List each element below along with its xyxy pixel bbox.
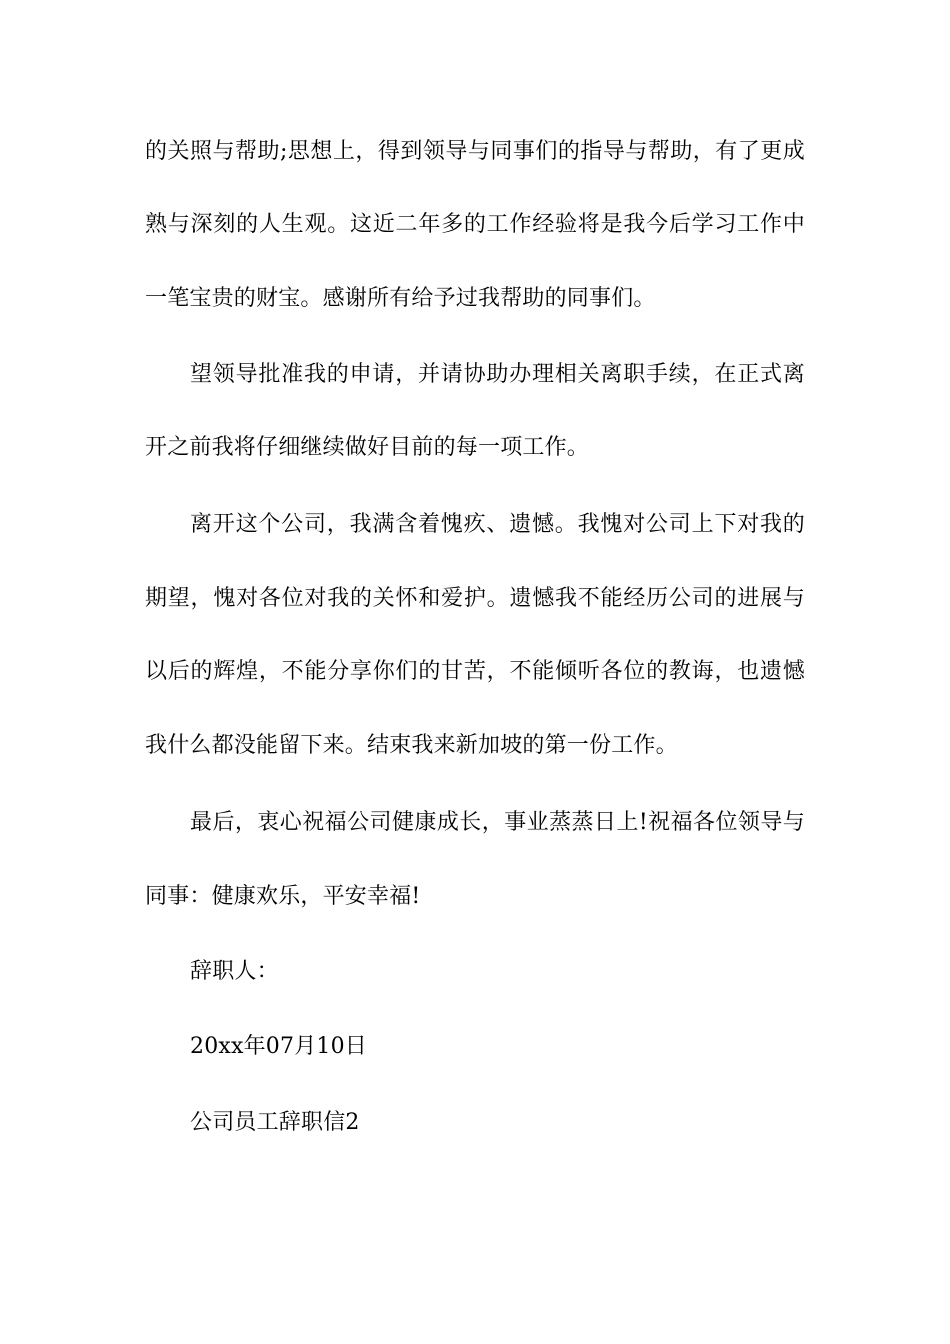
paragraph-3-line-3: 以后的辉煌，不能分享你们的甘苦，不能倾听各位的教诲，也遗憾 bbox=[145, 659, 805, 684]
paragraph-1-line-1: 的关照与帮助;思想上，得到领导与同事们的指导与帮助，有了更成 bbox=[145, 139, 805, 164]
paragraph-4-line-2: 同事：健康欢乐，平安幸福! bbox=[145, 884, 421, 909]
paragraph-2-line-2: 开之前我将仔细继续做好目前的每一项工作。 bbox=[145, 435, 590, 460]
paragraph-3-line-4: 我什么都没能留下来。结束我来新加坡的第一份工作。 bbox=[145, 733, 678, 758]
signer-label: 辞职人： bbox=[190, 959, 279, 984]
letter-date: 20xx年07月10日 bbox=[190, 1034, 367, 1059]
paragraph-4-line-1: 最后，衷心祝福公司健康成长，事业蒸蒸日上!祝福各位领导与 bbox=[190, 810, 805, 835]
paragraph-2-line-1: 望领导批准我的申请，并请协助办理相关离职手续，在正式离 bbox=[190, 362, 805, 387]
paragraph-3-line-1: 离开这个公司，我满含着愧疚、遗憾。我愧对公司上下对我的 bbox=[190, 512, 805, 537]
paragraph-3-line-2: 期望，愧对各位对我的关怀和爱护。遗憾我不能经历公司的进展与 bbox=[145, 586, 805, 611]
paragraph-1-line-2: 熟与深刻的人生观。这近二年多的工作经验将是我今后学习工作中 bbox=[145, 212, 805, 237]
next-letter-title: 公司员工辞职信2 bbox=[190, 1110, 360, 1135]
paragraph-1-line-3: 一笔宝贵的财宝。感谢所有给予过我帮助的同事们。 bbox=[145, 286, 656, 311]
